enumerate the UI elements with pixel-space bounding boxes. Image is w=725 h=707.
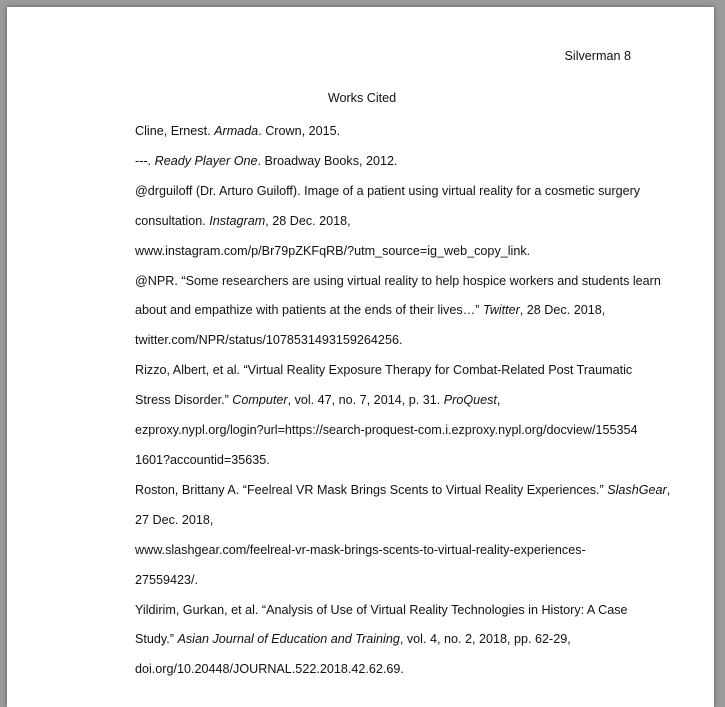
citation-line <box>135 625 639 655</box>
citation-text: , vol. 47, no. 7, 2014, p. 31. <box>287 393 444 408</box>
citation-text: Yildirim, Gurkan, et al. “Analysis of Use of Virtual Reality Technologies in History: A Case <box>135 602 628 617</box>
citation-entry <box>94 117 639 147</box>
citation-line <box>135 536 639 566</box>
works-cited-list <box>94 117 671 685</box>
citation-text: Rizzo, Albert, et al. “Virtual Reality Exposure Therapy for Combat-Related Post Traumatic <box>135 363 633 378</box>
citation-entry <box>94 267 661 357</box>
citation-text: 27 Dec. 2018, <box>135 512 214 527</box>
citation-text: www.slashgear.com/feelreal-vr-mask-brings-scents-to-virtual-reality-experiences- <box>135 542 586 557</box>
citation-text: doi.org/10.20448/JOURNAL.522.2018.42.62.69. <box>135 662 404 677</box>
citation-title-italic: ProQuest <box>443 393 497 408</box>
citation-line <box>135 446 639 476</box>
citation-line <box>135 147 639 177</box>
citation-text: Cline, Ernest. <box>135 124 215 138</box>
citation-line <box>135 177 639 207</box>
citation-line <box>135 386 639 416</box>
citation-line <box>135 237 639 267</box>
citation-text: about and empathize with patients at the ends of their lives…” <box>135 303 483 318</box>
running-head: Silverman 8 <box>564 49 631 63</box>
citation-title-italic: Twitter <box>482 303 520 318</box>
citation-text: 27559423/. <box>135 572 199 587</box>
citation-line <box>135 506 639 536</box>
citation-title-italic: Instagram <box>209 213 266 228</box>
citation-text: , 28 Dec. 2018, <box>519 303 606 318</box>
citation-text: consultation. <box>135 213 210 228</box>
citation-text: , <box>666 482 671 497</box>
citation-title-italic: Asian Journal of Education and Training <box>177 632 400 647</box>
citation-text: ---. <box>135 153 155 168</box>
citation-line <box>135 296 639 326</box>
citation-text: . Crown, 2015. <box>258 124 341 138</box>
citation-title-italic: Ready Player One <box>154 153 258 168</box>
citation-text: Study.” <box>135 632 178 647</box>
citation-text: , <box>496 393 501 408</box>
citation-title-italic: SlashGear <box>607 482 667 497</box>
citation-entry <box>94 476 671 596</box>
citation-text: twitter.com/NPR/status/1078531493159264256. <box>135 333 403 348</box>
page-title: Works Cited <box>327 91 397 105</box>
citation-line <box>135 596 639 626</box>
citation-line <box>135 566 639 596</box>
citation-title-italic: Computer <box>232 393 288 408</box>
citation-text: 1601?accountid=35635. <box>135 452 270 467</box>
citation-text: . Broadway Books, 2012. <box>257 153 398 168</box>
citation-text: , 28 Dec. 2018, <box>265 213 351 228</box>
citation-entry <box>94 147 639 177</box>
citation-line <box>135 356 639 386</box>
citation-line <box>135 207 639 237</box>
citation-text: Roston, Brittany A. “Feelreal VR Mask Brings Scents to Virtual Reality Experiences.” <box>135 482 608 497</box>
citation-line <box>135 655 639 685</box>
citation-text: Stress Disorder.” <box>135 393 233 408</box>
citation-text: , vol. 4, no. 2, 2018, pp. 62-29, <box>399 632 571 647</box>
citation-line <box>135 476 671 506</box>
citation-text: @NPR. “Some researchers are using virtual reality to help hospice workers and students learn <box>135 273 661 288</box>
citation-text: www.instagram.com/p/Br79pZKFqRB/?utm_source=ig_web_copy_link. <box>135 243 531 258</box>
citation-entry <box>94 356 639 476</box>
citation-text: @drguiloff (Dr. Arturo Guiloff). Image of a patient using virtual reality for a cosmetic surgery <box>135 183 641 198</box>
citation-line <box>135 326 639 356</box>
citation-text: ezproxy.nypl.org/login?url=https://search-proquest-com.i.ezproxy.nypl.org/docview/155354 <box>135 423 638 438</box>
citation-entry <box>94 596 639 686</box>
citation-entry <box>94 177 639 267</box>
document-page <box>7 7 714 707</box>
citation-line <box>135 117 639 147</box>
citation-line <box>135 267 661 297</box>
citation-line <box>135 416 639 446</box>
citation-title-italic: Armada <box>214 124 259 138</box>
